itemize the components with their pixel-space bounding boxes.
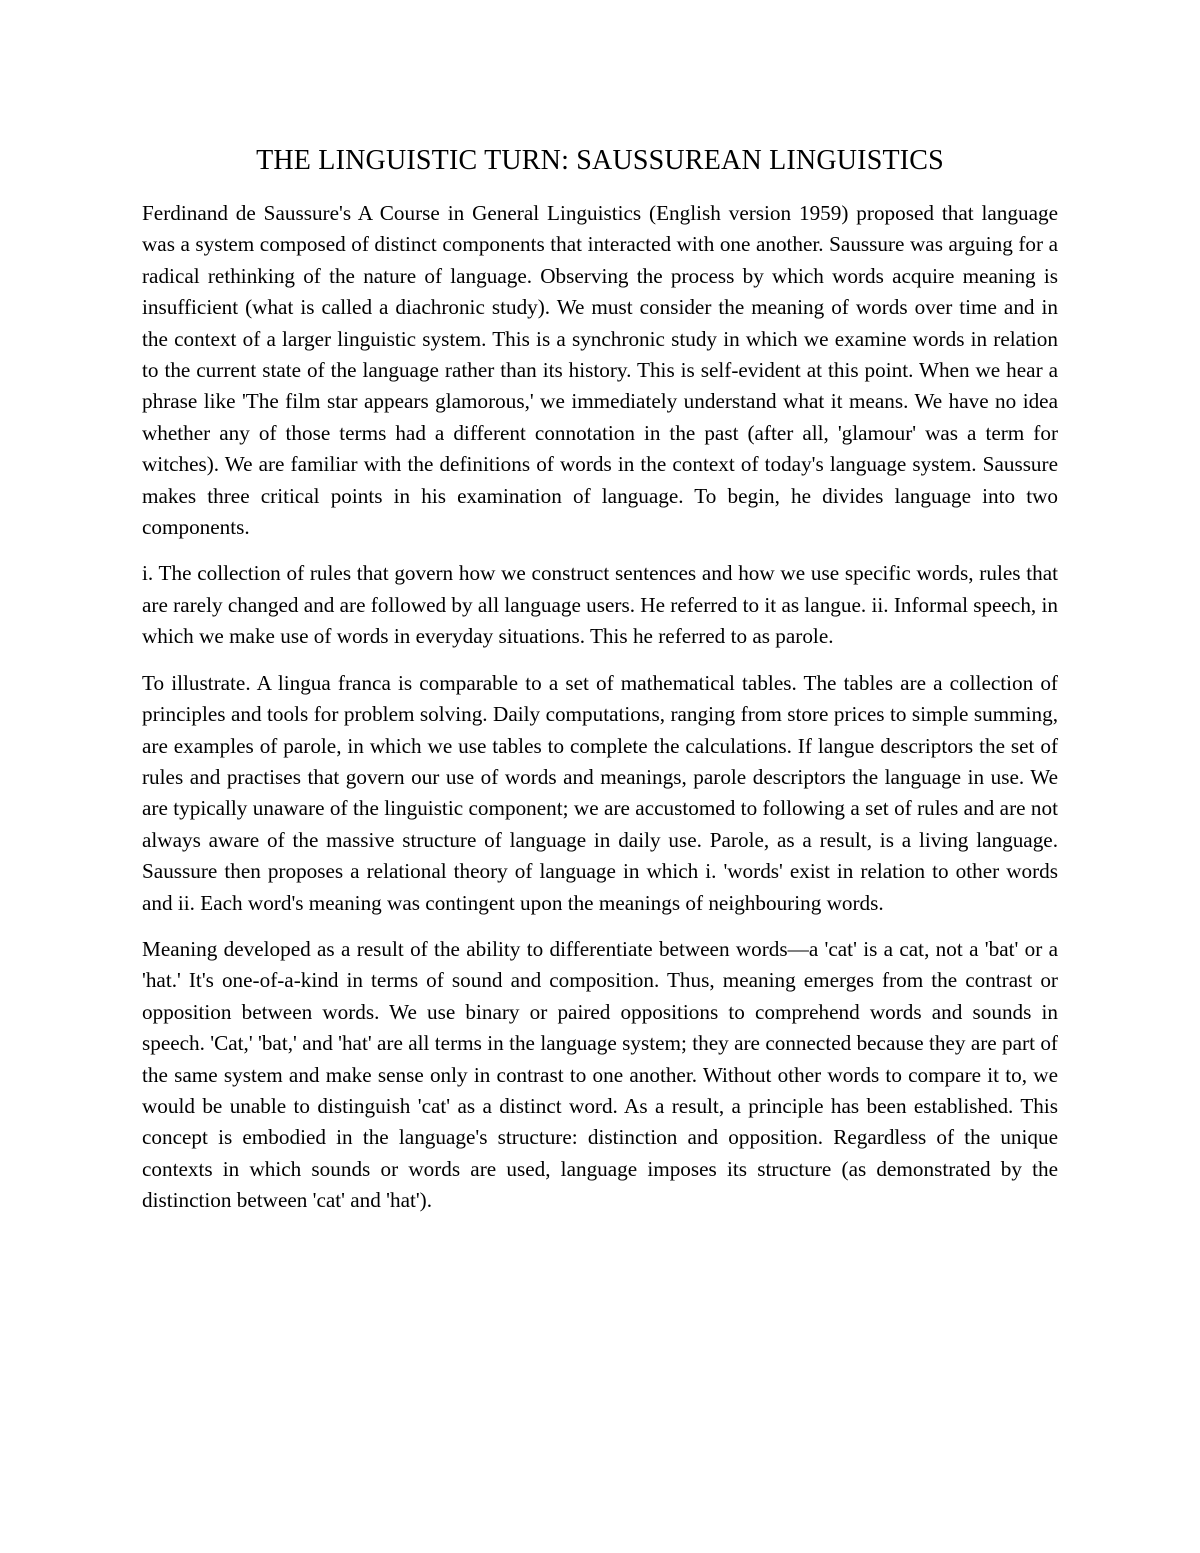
paragraph-illustration: To illustrate. A lingua franca is comparable to a set of mathematical tables. The tables are a collection of principles and tools for problem solving. Daily computations, ranging from store prices to simple summing, are examples of parole, in which we use tables to complete the calculations. If langue descriptors the set of rules and practises that govern our use of words and meanings, parole descriptors the language in use. We are typically unaware of the linguistic component; we are accustomed to following a set of rules and are not always aware of the massive structure of language in daily use. Parole, as a result, is a living language. Saussure then proposes a relational theory of language in which i. 'words' exist in relation to other words and ii. Each word's meaning was contingent upon the meanings of neighbouring words.	[142, 670, 1058, 915]
paragraph-meaning: Meaning developed as a result of the ability to differentiate between words—a 'cat' is a cat, not a 'bat' or a 'hat.' It's one-of-a-kind in terms of sound and composition. Thus, meaning emerges from the contrast or opposition between words. We use binary or paired oppositions to comprehend words and sounds in speech. 'Cat,' 'bat,' and 'hat' are all terms in the language system; they are connected because they are part of the same system and make sense only in contrast to one another. Without other words to compare it to, we would be unable to distinguish 'cat' as a distinct word. As a result, a principle has been established. This concept is embodied in the language's structure: distinction and opposition. Regardless of the unique contexts in which sounds or words are used, language imposes its structure (as demonstrated by the distinction between 'cat' and 'hat').	[142, 936, 1058, 1213]
paragraph-langue-parole: i. The collection of rules that govern how we construct sentences and how we use specific words, rules that are rarely changed and are followed by all language users. He referred to it as langue. ii. Informal speech, in which we make use of words in everyday situations. This he referred to as parole.	[142, 561, 1058, 649]
paragraph-intro: Ferdinand de Saussure's A Course in General Linguistics (English version 1959) proposed that language was a system composed of distinct components that interacted with one another. Saussure was arguing for a radical rethinking of the nature of language. Observing the process by which words acquire meaning is insufficient (what is called a diachronic study). We must consider the meaning of words over time and in the context of a larger linguistic system. This is a synchronic study in which we examine words in relation to the current state of the language rather than its history. This is self-evident at this point. When we hear a phrase like 'The film star appears glamorous,' we immediately understand what it means. We have no idea whether any of those terms had a different connotation in the past (after all, 'glamour' was a term for witches). We are familiar with the definitions of words in the context of today's language system. Saussure makes three critical points in his examination of language. To begin, he divides language into two components.	[142, 201, 1058, 540]
document-page	[142, 140, 1058, 1232]
page-title: THE LINGUISTIC TURN: SAUSSUREAN LINGUISTICS	[256, 145, 944, 176]
